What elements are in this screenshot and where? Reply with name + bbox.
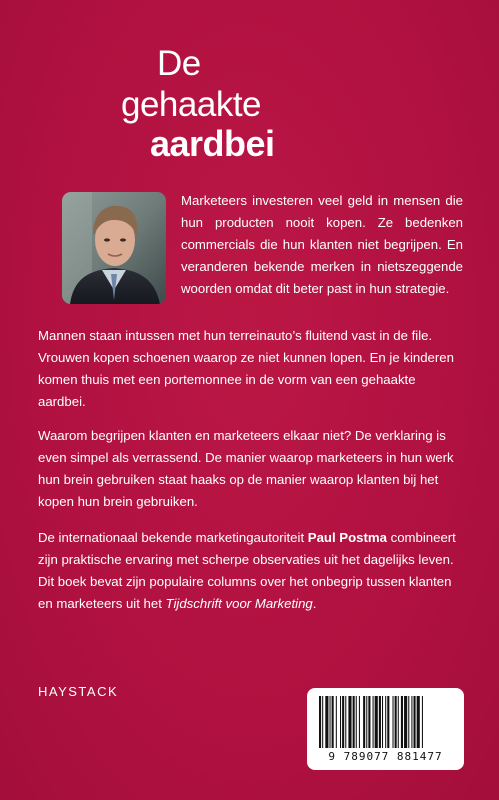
- blurb-paragraph-2: Mannen staan intussen met hun terreinauto’s fluitend vast in de file. Vrouwen kopen schoenen waarop ze niet kunnen lopen. En je kinderen komen thuis met een portemonnee in de vorm van een gehaakte aardbei.: [38, 328, 454, 409]
- title-line-2: gehaakte: [121, 85, 262, 124]
- title-line-1: De: [157, 44, 201, 83]
- barcode-icon: [315, 696, 456, 750]
- isbn-number: 9 789077 881477: [328, 750, 443, 763]
- author-portrait-image: [62, 192, 166, 304]
- title-line-3: aardbei: [150, 123, 275, 164]
- blurb-paragraph-3: Waarom begrijpen klanten en marketeers elkaar niet? De verklaring is even simpel als verrassend. De manier waarop marketeers in hun werk hun brein gebruiken staat haaks op de manier waarop klanten bij het kopen hun brein gebruiken.: [38, 428, 454, 509]
- barcode-panel: [307, 688, 464, 770]
- author-name: Paul Postma: [307, 530, 387, 545]
- journal-name: Tijdschrift voor Marketing: [165, 596, 313, 611]
- blurb-paragraph-1: Marketeers investeren veel geld in mensen die hun producten nooit kopen. Ze bedenken commercials die hun klanten niet begrijpen. En veranderen bekende merken in nietszeggende woorden omdat dit beter past in hun strategie.: [181, 193, 463, 296]
- publisher-logo: HAYSTACK: [38, 684, 119, 699]
- author-photo: [62, 192, 166, 304]
- blurb-p4-middle: combineert zijn praktische ervaring met scherpe observaties uit het dagelijks leven. Dit boek bevat zijn populaire columns over het onbegrip tussen klanten en marketeers uit het: [38, 530, 456, 611]
- blurb-p4-end: .: [312, 596, 317, 611]
- blurb-paragraph-4: [38, 527, 463, 615]
- blurb-p4-intro: De internationaal bekende marketingautoriteit: [38, 530, 308, 545]
